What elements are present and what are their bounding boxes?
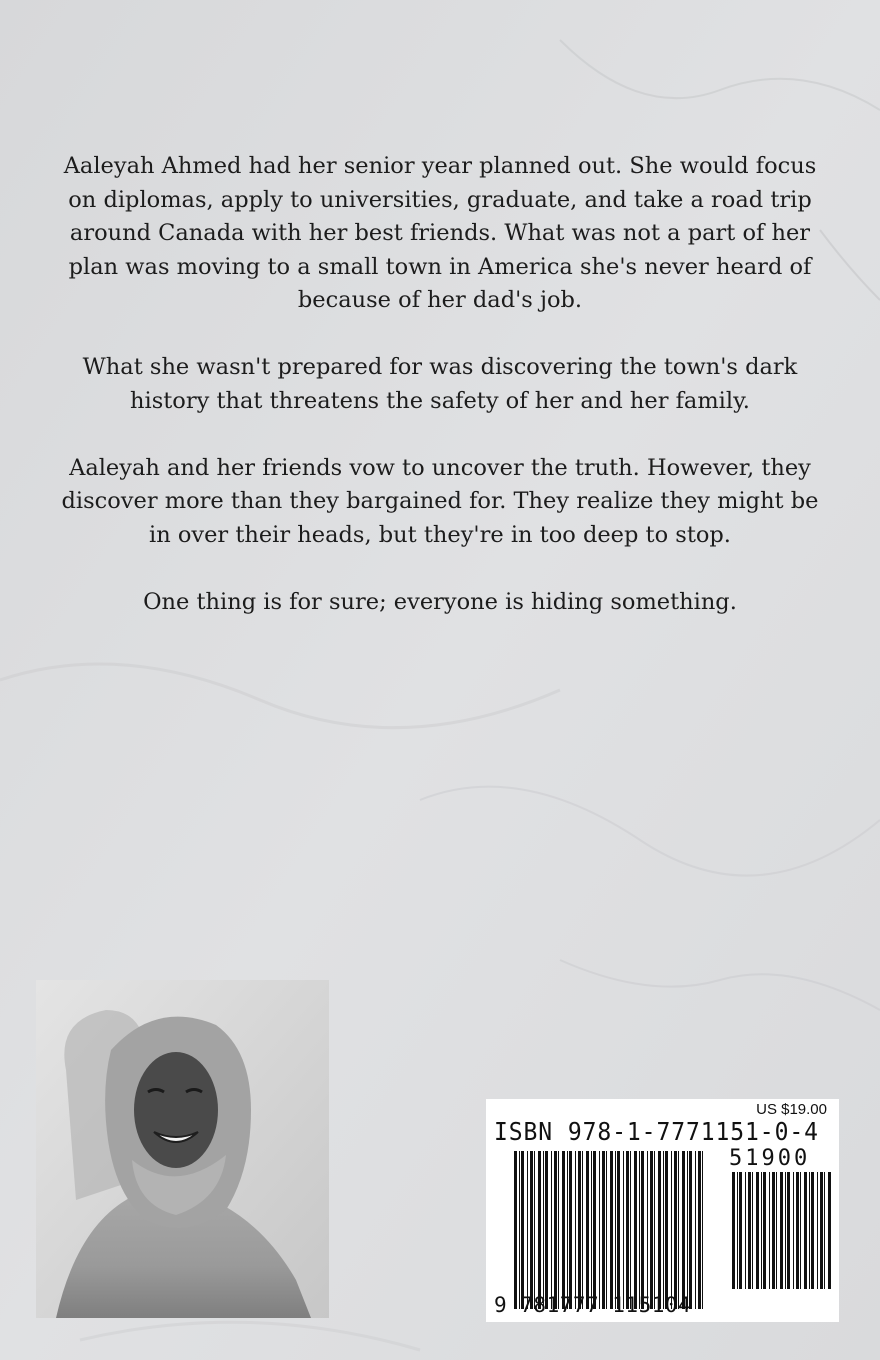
barcode-bar [634,1151,637,1309]
barcode-bar [787,1172,790,1289]
barcode-bar [820,1172,823,1289]
barcode-bar [538,1151,541,1309]
barcode-bar [811,1172,814,1289]
barcode-bar [591,1151,592,1309]
barcode-bar [763,1172,766,1289]
barcode-bar [737,1172,738,1289]
barcode-bar [769,1172,770,1289]
barcode-bar [543,1151,544,1309]
barcode-bar [586,1151,589,1309]
barcode-bar [800,1172,801,1289]
barcode-bar [569,1151,572,1309]
barcode-bar [593,1151,596,1309]
barcode-bar [698,1151,701,1309]
barcode-bar [610,1151,613,1309]
barcode-bar [665,1151,668,1309]
barcode-bar [534,1151,535,1309]
barcode-bar [689,1151,692,1309]
barcode-bar [780,1172,783,1289]
barcode-bars [486,1099,839,1322]
barcode-bar [514,1151,517,1309]
barcode-bar [630,1151,631,1309]
blurb-paragraph-2: What she wasn't prepared for was discovering the town's dark history that threatens the safety of her and her family. [82,354,798,414]
barcode-bar [623,1151,624,1309]
barcode-bar [562,1151,565,1309]
barcode-bar [641,1151,644,1309]
barcode-bar [582,1151,583,1309]
barcode-bar [654,1151,655,1309]
barcode-bar [761,1172,762,1289]
barcode-bar [785,1172,786,1289]
barcode-bar [702,1151,703,1309]
barcode-bar [732,1172,735,1289]
barcode-bar [530,1151,533,1309]
barcode-bar [824,1172,825,1289]
barcode-bar [575,1151,576,1309]
barcode-bar [558,1151,559,1309]
barcode-bar [671,1151,672,1309]
barcode-bar [519,1151,520,1309]
back-cover-blurb [50,150,830,653]
barcode-bar [658,1151,661,1309]
barcode-bar [756,1172,759,1289]
barcode-bar [650,1151,653,1309]
barcode-bar [617,1151,620,1309]
blurb-paragraph-3: Aaleyah and her friends vow to uncover the truth. However, they discover more than they bargained for. They realize they might be in over their heads, but they're in too deep to stop. [61,454,819,548]
barcode-bar [606,1151,607,1309]
barcode-bar [615,1151,616,1309]
barcode-bar [752,1172,753,1289]
barcode-bar [748,1172,751,1289]
barcode-bar [545,1151,548,1309]
price-label: US $19.00 [756,1101,827,1118]
isbn-barcode [486,1099,839,1322]
barcode-bar [578,1151,581,1309]
barcode-bar [602,1151,605,1309]
barcode-bar [695,1151,696,1309]
barcode-bar [817,1172,818,1289]
barcode-bar [772,1172,775,1289]
barcode-bar [527,1151,528,1309]
barcode-bar [809,1172,810,1289]
barcode-bar [521,1151,524,1309]
barcode-bar [678,1151,679,1309]
barcode-bar [776,1172,777,1289]
blurb-paragraph-4: One thing is for sure; everyone is hiding something. [143,588,737,615]
barcode-bar [647,1151,648,1309]
barcode-bar [663,1151,664,1309]
barcode-ean-digits: 9 781777 115104 [494,1293,692,1317]
barcode-bar [828,1172,831,1289]
barcode-bar [567,1151,568,1309]
blurb-paragraph-1: Aaleyah Ahmed had her senior year planned out. She would focus on diplomas, apply to universities, graduate, and take a road trip around Canada with her best friends. What was not a part of her plan was moving to a small town in America she's never heard of because of her dad's job. [63,153,817,313]
barcode-bar [674,1151,677,1309]
isbn-number: ISBN 978-1-7771151-0-4 [494,1117,819,1146]
barcode-bar [745,1172,746,1289]
barcode-bar [682,1151,685,1309]
barcode-bar [551,1151,552,1309]
barcode-bar [804,1172,807,1289]
barcode-bar [793,1172,794,1289]
barcode-bar [739,1172,742,1289]
barcode-bar [626,1151,629,1309]
barcode-bar [796,1172,799,1289]
author-photo [36,980,329,1318]
barcode-bar [687,1151,688,1309]
barcode-addon-digits: 51900 [729,1146,811,1171]
barcode-bar [554,1151,557,1309]
barcode-bar [599,1151,600,1309]
barcode-bar [639,1151,640,1309]
